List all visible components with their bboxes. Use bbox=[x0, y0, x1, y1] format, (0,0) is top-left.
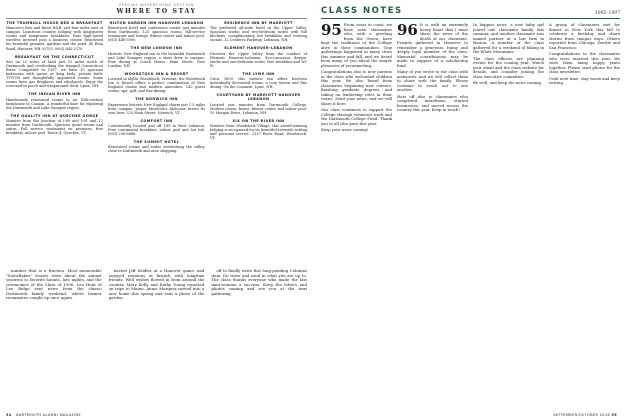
listing-entry bbox=[108, 21, 205, 42]
listing-body: Hanover's first and finest B&B, just four miles east of campus. Luxurious country lodging with king/queen rooms and sumptuous breakfasts. Four high-speed wireless Internet plus a business center. Renowned for beautiful grounds, gardens and the pond. 40 Etna Road, Hanover, NH 03755. (603) 643-2370. bbox=[6, 26, 103, 51]
notes-paragraph: Our class continues to support the College through volunteer work and the Dartmouth College Fund. Thank you to all who gave this year. bbox=[321, 107, 392, 126]
page-number: 94 bbox=[6, 413, 12, 417]
header-rule bbox=[321, 18, 620, 19]
class-year-dropcap: 96 bbox=[397, 23, 418, 39]
class-year-range: 1995–1997 bbox=[594, 11, 620, 16]
body-paragraph: off to finally write this long-pending Columns item. Do write and send in what you are up to. The class thanks everyone who made the last mini-reunion a success. Keep the letters and photos coming and see you at the next gathering. bbox=[211, 269, 307, 296]
notes-paragraph: The class officers are planning events for the coming year. Watch your email and the class website for details, and consider joining the class executive committee. bbox=[473, 55, 544, 79]
listing-column-3 bbox=[210, 21, 307, 269]
listing-name: BREAKFAST ON THE CONNECTICUT bbox=[14, 54, 95, 59]
listing-name: THE NEW LONDON INN bbox=[130, 46, 183, 51]
notes-column-4 bbox=[549, 23, 620, 418]
class-notes-title: CLASS NOTES bbox=[321, 6, 403, 16]
body-column-1 bbox=[6, 269, 102, 419]
listing-name: THE SUMMIT HOTEL bbox=[133, 140, 180, 145]
notes-paragraph: Hats off also to classmates who completed marathons, started businesses, and moved across the country this year. Keep in touch! bbox=[397, 93, 468, 112]
listing-entry bbox=[6, 114, 103, 135]
publication-name: DARTMOUTH ALUMNI MAGAZINE bbox=[16, 413, 82, 417]
listing-body: Sits on 23 acres of land just 12 miles north of Dartmouth and overlooking the tranquil Connecticut River. Completed in 1997, we have 15 spacious bedrooms with queen or king beds, private bath, TV/VCR and thoughtfully appointed rooms. Some rooms have gas fireplaces and whirlpools. Enjoy the screened-in porch and wraparound deck. Lyme, NH. bbox=[6, 59, 103, 89]
listing-body: Handsomely renovated rooms in an 18th-century farmhouse in Canaan. A wonderful base for exploring the Dartmouth and Lake Sunapee region. bbox=[6, 97, 103, 110]
listing-entry bbox=[108, 140, 205, 153]
listing-name: WOODSTOCK INN & RESORT bbox=[124, 71, 189, 76]
listing-name: THE NORWICH INN bbox=[135, 97, 178, 102]
class-notes-header bbox=[321, 6, 620, 16]
notes-paragraph: Be well, and keep the news coming. bbox=[473, 80, 543, 85]
listing-column-2 bbox=[108, 21, 205, 269]
listing-body: Located just minutes from Dartmouth College. Modern rooms, bistro, fitness center and indoor pool. 10 Morgan Drive, Lebanon, NH. bbox=[210, 102, 307, 115]
listing-name: COMFORT INN bbox=[140, 118, 173, 123]
left-folio bbox=[6, 413, 81, 417]
listing-name: THE QUALITY INN AT QUECHEE GORGE bbox=[10, 113, 99, 118]
listing-body: Renovated rooms and suites overlooking the valley, close to Dartmouth and area shopping. bbox=[108, 145, 205, 154]
listing-entry bbox=[108, 97, 205, 114]
section-kicker: SPECIAL ADVERTISING SECTION bbox=[118, 3, 195, 7]
listing-entry bbox=[210, 21, 307, 42]
listing-body: Brand-new hotel and conference center just minutes from Dartmouth. 125 spacious rooms, full-service restaurant and lounge, fitness center and indoor pool. (603) 448-5000. bbox=[108, 26, 205, 43]
listing-body: Historic New England inn in the beautiful Dartmouth and Lake Sunapee region, a short drive to campus. Fine dining at Coach House. Main Street, New London, NH. bbox=[108, 51, 205, 68]
body-paragraph: hosted Jeff Seidler at a Hanover game, and enjoyed reunions at brunch with longtime friends. Well wishes flowed in from around the country. Mary Kelly and Kathy Young reported on trips to Maine. Annie Marquez moved into a new home this spring and sent a photo of the garden. bbox=[108, 269, 205, 301]
listing-name: THE INDIAN RIVER INN bbox=[28, 92, 81, 97]
listing-name: HILTON GARDEN INN HANOVER LEBANON bbox=[109, 21, 204, 25]
listing-body: Minutes from Woodstock Village, this award-winning lodging is recognized for its beautiful riverside setting and personal service. 2137 River Road, Woodstock, VT. bbox=[210, 123, 307, 141]
listing-grid bbox=[6, 21, 307, 269]
notes-paragraph: Until next time, stay warm and keep writing. bbox=[549, 75, 620, 85]
notes-column-3 bbox=[473, 23, 544, 418]
listing-body: Experience historic New England charm just 1.5 miles from campus. Jasper Murdock's Alehouse brews its own beer. 325 Main Street, Norwich, VT. bbox=[108, 102, 205, 115]
listing-entry bbox=[210, 93, 307, 114]
listing-body: Discover the Upper Valley from the comfort of Element Hanover-Lebanon. Eco-conscious design, studio and one-bedroom suites, free breakfast and Wi-Fi. bbox=[210, 51, 307, 68]
body-column-3 bbox=[211, 269, 307, 419]
listing-body: The preferred all-suite hotel in the Upper Valley. Spacious studio and two-bedroom suites with full kitchens, complimentary hot breakfast and evening socials. 32 Centerra Parkway, Lebanon, NH. bbox=[210, 26, 307, 43]
notes-paragraph: A group of classmates met for dinner in New York this fall to celebrate a birthday and share stories from campus days. Others reported from Chicago, Seattle and San Francisco. bbox=[549, 23, 620, 50]
listing-body: Minutes from the Junction of I-89 and I-91 and 12 minutes from Dartmouth. Spacious guest rooms and suites. Full service restaurant on premises, free breakfast, indoor pool. Route 4, Quechee, VT. bbox=[6, 118, 103, 136]
listing-entry bbox=[210, 72, 307, 89]
where-to-stay-title: WHERE TO STAY bbox=[116, 8, 197, 15]
listing-body: Circa 1809, this historic inn offers fourteen individually decorated rooms, a cozy tavern and fine dining. On the Common, Lyme, NH. bbox=[210, 77, 307, 90]
listing-name: COURTYARD BY MARRIOTT HANOVER LEBANON bbox=[216, 93, 301, 102]
notes-paragraph: In happier news, a new baby girl joined one classmate family this summer, and another classmate was named partner at a law firm in Boston. A number of the class gathered for a weekend of hiking in the White Mountains. bbox=[473, 23, 544, 54]
listing-entry bbox=[210, 46, 307, 67]
listing-entry bbox=[6, 55, 103, 89]
notes-paragraph: Congratulations to the classmates who were married this year. We wish them many happy years together. Please send photos for the class newsletter. bbox=[549, 51, 620, 74]
title-rule bbox=[6, 18, 307, 19]
class-notes-columns bbox=[321, 23, 620, 418]
listing-column-1 bbox=[6, 21, 103, 269]
listing-name: THE TRUMBULL HOUSE BED & BREAKFAST bbox=[6, 21, 103, 25]
listing-name: ELEMENT HANOVER-LEBANON bbox=[224, 46, 293, 51]
notes-column-1 bbox=[321, 23, 392, 418]
listing-entry bbox=[108, 119, 205, 136]
issue-date: SEPTEMBER/OCTOBER 2016 bbox=[553, 413, 610, 417]
listing-entry bbox=[210, 119, 307, 140]
listing-entry bbox=[108, 46, 205, 67]
listing-name: THE LYME INN bbox=[242, 71, 275, 76]
notes-paragraph: It is with an extremely heavy heart that I must share the news of the death of our classmate. Friends gathered in Hanover to remember a generous, funny and deeply loyal member of the class. Memorial contributions may be made in support of a scholarship fund. bbox=[397, 23, 468, 68]
notes-paragraph: From coast to coast, we have seen classmates who, with a greeting from the Green, have kept the traditions of the College alive in their communities. Tiny gatherings happened in many cities this summer and fall, and we heard from many of you about the simple pleasures of reconnecting. bbox=[321, 23, 392, 68]
body-column-2 bbox=[109, 269, 205, 419]
listing-entry bbox=[6, 21, 103, 51]
listing-entry bbox=[6, 92, 103, 109]
right-folio bbox=[553, 413, 620, 417]
class-notes-continued bbox=[6, 269, 307, 419]
right-page bbox=[313, 0, 626, 420]
page-number: 95 bbox=[611, 413, 617, 417]
listing-entry bbox=[108, 72, 205, 93]
listing-body: Conveniently located just off I-89 in West Lebanon. Free continental breakfast, indoor pool and hot tub. (603) 298-8888. bbox=[108, 123, 205, 137]
notes-paragraph: Congratulations also to new parents in the class who welcomed children this year. We also heard from classmates beginning new careers, finishing graduate degrees, and taking on leadership roles in their towns. Send your news, and we will share it here. bbox=[321, 69, 392, 106]
notes-paragraph: Keep your news coming! bbox=[321, 127, 369, 132]
listing-name: SIX ON THE RIVER INN bbox=[232, 118, 285, 123]
class-year-dropcap: 95 bbox=[321, 23, 342, 39]
listing-name: RESIDENCE INN BY MARRIOTT bbox=[224, 21, 293, 25]
listing-body: Located in idyllic Woodstock, Vermont, the Woodstock Inn & Resort offers a perfect combination of New England charm and modern amenities. 142 guest rooms, spa, golf, and fine dining. bbox=[108, 77, 205, 94]
notes-paragraph: Many of you wrote to the class with memories, and we will collect them to share with the family. Please continue to reach out to one another. bbox=[397, 69, 468, 92]
body-paragraph: number that is a fraction. Most memorable "Snowflakes" stories were about the annual sojourns to favorite haunts, late nights, and the ceremonies of the Class of 1996. Lou Hunt of Lee Ridge sent news from the classic Dartmouth family weekend, where former roommates caught up once again. bbox=[6, 269, 102, 301]
notes-column-2 bbox=[397, 23, 468, 418]
